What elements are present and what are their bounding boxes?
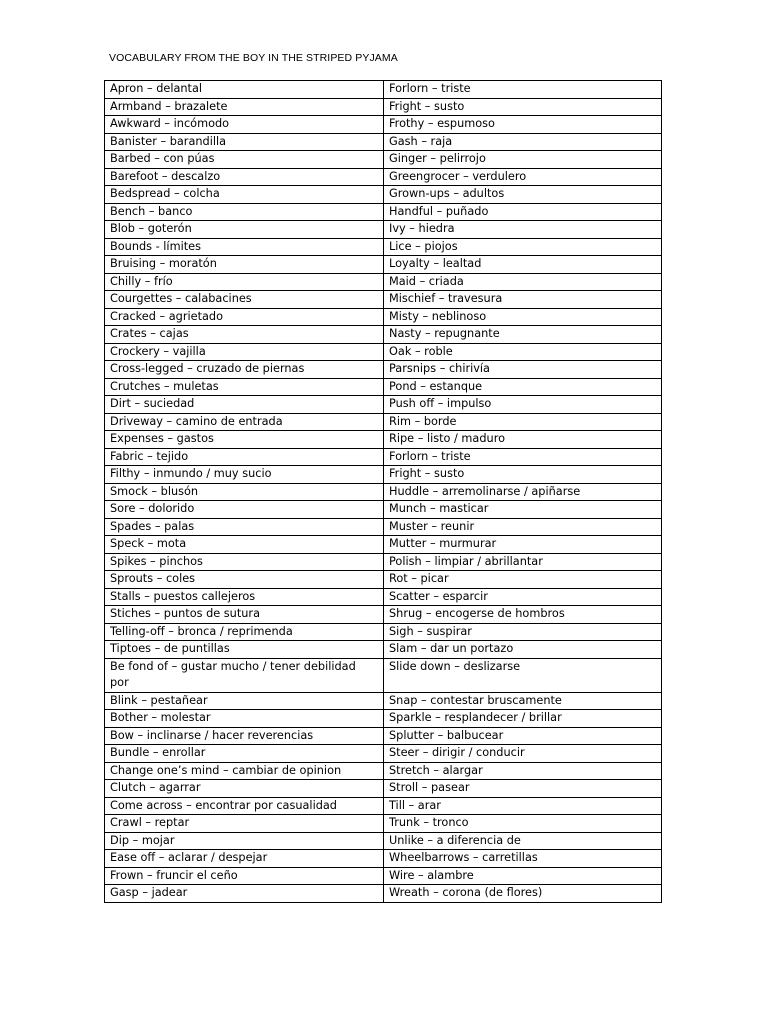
vocab-term-cell-right: Wire – alambre (384, 867, 662, 885)
vocab-term-cell: Armband – brazalete (105, 98, 384, 116)
table-row (105, 518, 662, 536)
vocab-term-cell-right: Rot – picar (384, 571, 662, 589)
vocab-term-cell-right: Handful – puñado (384, 203, 662, 221)
vocab-term-cell: Spikes – pinchos (105, 553, 384, 571)
vocab-term-cell: Stalls – puestos callejeros (105, 588, 384, 606)
vocab-term-cell-right: Trunk – tronco (384, 815, 662, 833)
vocab-term-cell: Stiches – puntos de sutura (105, 606, 384, 624)
vocab-term-cell-right: Forlorn – triste (384, 81, 662, 99)
vocab-term-cell: Be fond of – gustar mucho / tener debilidad por (105, 658, 384, 692)
vocab-term-cell: Chilly – frío (105, 273, 384, 291)
table-row (105, 326, 662, 344)
vocab-term-cell: Tiptoes – de puntillas (105, 641, 384, 659)
table-row (105, 343, 662, 361)
table-row (105, 116, 662, 134)
table-row (105, 98, 662, 116)
vocab-term-cell: Sprouts – coles (105, 571, 384, 589)
table-row (105, 815, 662, 833)
vocab-term-cell: Come across – encontrar por casualidad (105, 797, 384, 815)
vocab-term-cell-right: Rim – borde (384, 413, 662, 431)
vocab-term-cell-right: Till – arar (384, 797, 662, 815)
vocab-term-cell: Speck – mota (105, 536, 384, 554)
vocab-term-cell-right: Stroll – pasear (384, 780, 662, 798)
vocab-term-cell: Crutches – muletas (105, 378, 384, 396)
table-row (105, 273, 662, 291)
vocab-term-cell: Courgettes – calabacines (105, 291, 384, 309)
table-row (105, 186, 662, 204)
vocab-term-cell: Clutch – agarrar (105, 780, 384, 798)
vocab-term-cell-right: Ginger – pelirrojo (384, 151, 662, 169)
vocab-term-cell-right: Sigh – suspirar (384, 623, 662, 641)
vocab-term-cell-right: Misty – neblinoso (384, 308, 662, 326)
vocab-term-cell-right: Ivy – hiedra (384, 221, 662, 239)
table-row (105, 780, 662, 798)
vocab-term-cell: Filthy – inmundo / muy sucio (105, 466, 384, 484)
vocab-term-cell-right: Splutter – balbucear (384, 727, 662, 745)
vocab-term-cell: Bench – banco (105, 203, 384, 221)
vocab-term-cell: Telling-off – bronca / reprimenda (105, 623, 384, 641)
vocab-term-cell: Frown – fruncir el ceño (105, 867, 384, 885)
table-row (105, 308, 662, 326)
table-row (105, 361, 662, 379)
vocab-term-cell-right: Fright – susto (384, 466, 662, 484)
vocab-term-cell-right: Polish – limpiar / abrillantar (384, 553, 662, 571)
vocab-term-cell: Blink – pestañear (105, 692, 384, 710)
vocab-term-cell-right: Wheelbarrows – carretillas (384, 850, 662, 868)
table-row (105, 641, 662, 659)
vocab-term-cell-right: Nasty – repugnante (384, 326, 662, 344)
table-row (105, 413, 662, 431)
table-row (105, 448, 662, 466)
vocab-term-cell: Cracked – agrietado (105, 308, 384, 326)
vocab-term-cell-right: Grown-ups – adultos (384, 186, 662, 204)
vocab-term-cell: Gasp – jadear (105, 885, 384, 903)
table-row (105, 588, 662, 606)
vocab-term-cell-right: Mutter – murmurar (384, 536, 662, 554)
table-row (105, 745, 662, 763)
vocab-term-cell: Cross-legged – cruzado de piernas (105, 361, 384, 379)
vocab-term-cell-right: Stretch – alargar (384, 762, 662, 780)
vocab-term-cell: Banister – barandilla (105, 133, 384, 151)
vocab-term-cell: Crates – cajas (105, 326, 384, 344)
table-row (105, 571, 662, 589)
vocab-term-cell-right: Munch – masticar (384, 501, 662, 519)
vocab-term-cell-right: Shrug – encogerse de hombros (384, 606, 662, 624)
vocab-term-cell-right: Unlike – a diferencia de (384, 832, 662, 850)
vocab-term-cell-right: Wreath – corona (de flores) (384, 885, 662, 903)
vocab-term-cell-right: Muster – reunir (384, 518, 662, 536)
vocab-term-cell-right: Loyalty – lealtad (384, 256, 662, 274)
vocab-term-cell: Crawl – reptar (105, 815, 384, 833)
vocab-term-cell: Bow – inclinarse / hacer reverencias (105, 727, 384, 745)
table-row (105, 203, 662, 221)
table-row (105, 81, 662, 99)
vocab-term-cell-right: Forlorn – triste (384, 448, 662, 466)
vocab-term-cell: Bundle – enrollar (105, 745, 384, 763)
table-row (105, 867, 662, 885)
vocab-term-cell: Spades – palas (105, 518, 384, 536)
table-row (105, 431, 662, 449)
vocab-term-cell-right: Steer – dirigir / conducir (384, 745, 662, 763)
vocab-term-cell: Crockery – vajilla (105, 343, 384, 361)
table-row (105, 221, 662, 239)
table-row (105, 483, 662, 501)
table-row (105, 797, 662, 815)
table-row (105, 553, 662, 571)
table-row (105, 396, 662, 414)
vocab-term-cell-right: Greengrocer – verdulero (384, 168, 662, 186)
table-row (105, 256, 662, 274)
vocab-term-cell-right: Push off – impulso (384, 396, 662, 414)
table-row (105, 466, 662, 484)
vocab-term-cell-right: Oak – roble (384, 343, 662, 361)
table-row (105, 238, 662, 256)
vocab-term-cell: Bruising – moratón (105, 256, 384, 274)
table-row (105, 762, 662, 780)
table-row (105, 133, 662, 151)
table-row (105, 850, 662, 868)
vocab-term-cell-right: Ripe – listo / maduro (384, 431, 662, 449)
vocab-term-cell: Driveway – camino de entrada (105, 413, 384, 431)
vocab-term-cell-right: Scatter – esparcir (384, 588, 662, 606)
table-row (105, 832, 662, 850)
vocab-term-cell: Barefoot – descalzo (105, 168, 384, 186)
table-row (105, 658, 662, 692)
vocab-term-cell-right: Mischief – travesura (384, 291, 662, 309)
vocab-term-cell-right: Huddle – arremolinarse / apiñarse (384, 483, 662, 501)
table-row (105, 501, 662, 519)
vocab-term-cell: Expenses – gastos (105, 431, 384, 449)
vocab-term-cell: Change one’s mind – cambiar de opinion (105, 762, 384, 780)
vocab-term-cell: Sore – dolorido (105, 501, 384, 519)
vocab-term-cell-right: Parsnips – chirivía (384, 361, 662, 379)
table-row (105, 291, 662, 309)
table-row (105, 168, 662, 186)
vocab-term-cell: Smock – blusón (105, 483, 384, 501)
vocab-term-cell: Barbed – con púas (105, 151, 384, 169)
vocabulary-table (104, 80, 662, 903)
vocab-term-cell-right: Pond – estanque (384, 378, 662, 396)
table-row (105, 885, 662, 903)
table-row (105, 151, 662, 169)
vocab-term-cell-right: Snap – contestar bruscamente (384, 692, 662, 710)
vocab-term-cell: Apron – delantal (105, 81, 384, 99)
vocab-term-cell: Bounds - límites (105, 238, 384, 256)
vocab-term-cell-right: Lice – piojos (384, 238, 662, 256)
vocab-term-cell: Blob – goterón (105, 221, 384, 239)
vocab-term-cell-right: Sparkle – resplandecer / brillar (384, 710, 662, 728)
vocab-term-cell: Dip – mojar (105, 832, 384, 850)
table-row (105, 710, 662, 728)
vocab-term-cell: Bother – molestar (105, 710, 384, 728)
vocab-term-cell-right: Fright – susto (384, 98, 662, 116)
vocab-term-cell-right: Slide down – deslizarse (384, 658, 662, 692)
vocab-term-cell-right: Frothy – espumoso (384, 116, 662, 134)
vocab-term-cell: Ease off – aclarar / despejar (105, 850, 384, 868)
table-row (105, 623, 662, 641)
vocab-term-cell: Fabric – tejido (105, 448, 384, 466)
table-row (105, 378, 662, 396)
page-title: VOCABULARY FROM THE BOY IN THE STRIPED PYJAMA (109, 52, 398, 64)
vocab-term-cell-right: Slam – dar un portazo (384, 641, 662, 659)
vocab-term-cell: Bedspread – colcha (105, 186, 384, 204)
table-row (105, 727, 662, 745)
vocab-term-cell-right: Maid – criada (384, 273, 662, 291)
vocab-term-cell-right: Gash – raja (384, 133, 662, 151)
table-row (105, 536, 662, 554)
vocab-term-cell: Awkward – incómodo (105, 116, 384, 134)
vocab-term-cell: Dirt – suciedad (105, 396, 384, 414)
vocabulary-table-body (105, 81, 662, 903)
table-row (105, 606, 662, 624)
table-row (105, 692, 662, 710)
